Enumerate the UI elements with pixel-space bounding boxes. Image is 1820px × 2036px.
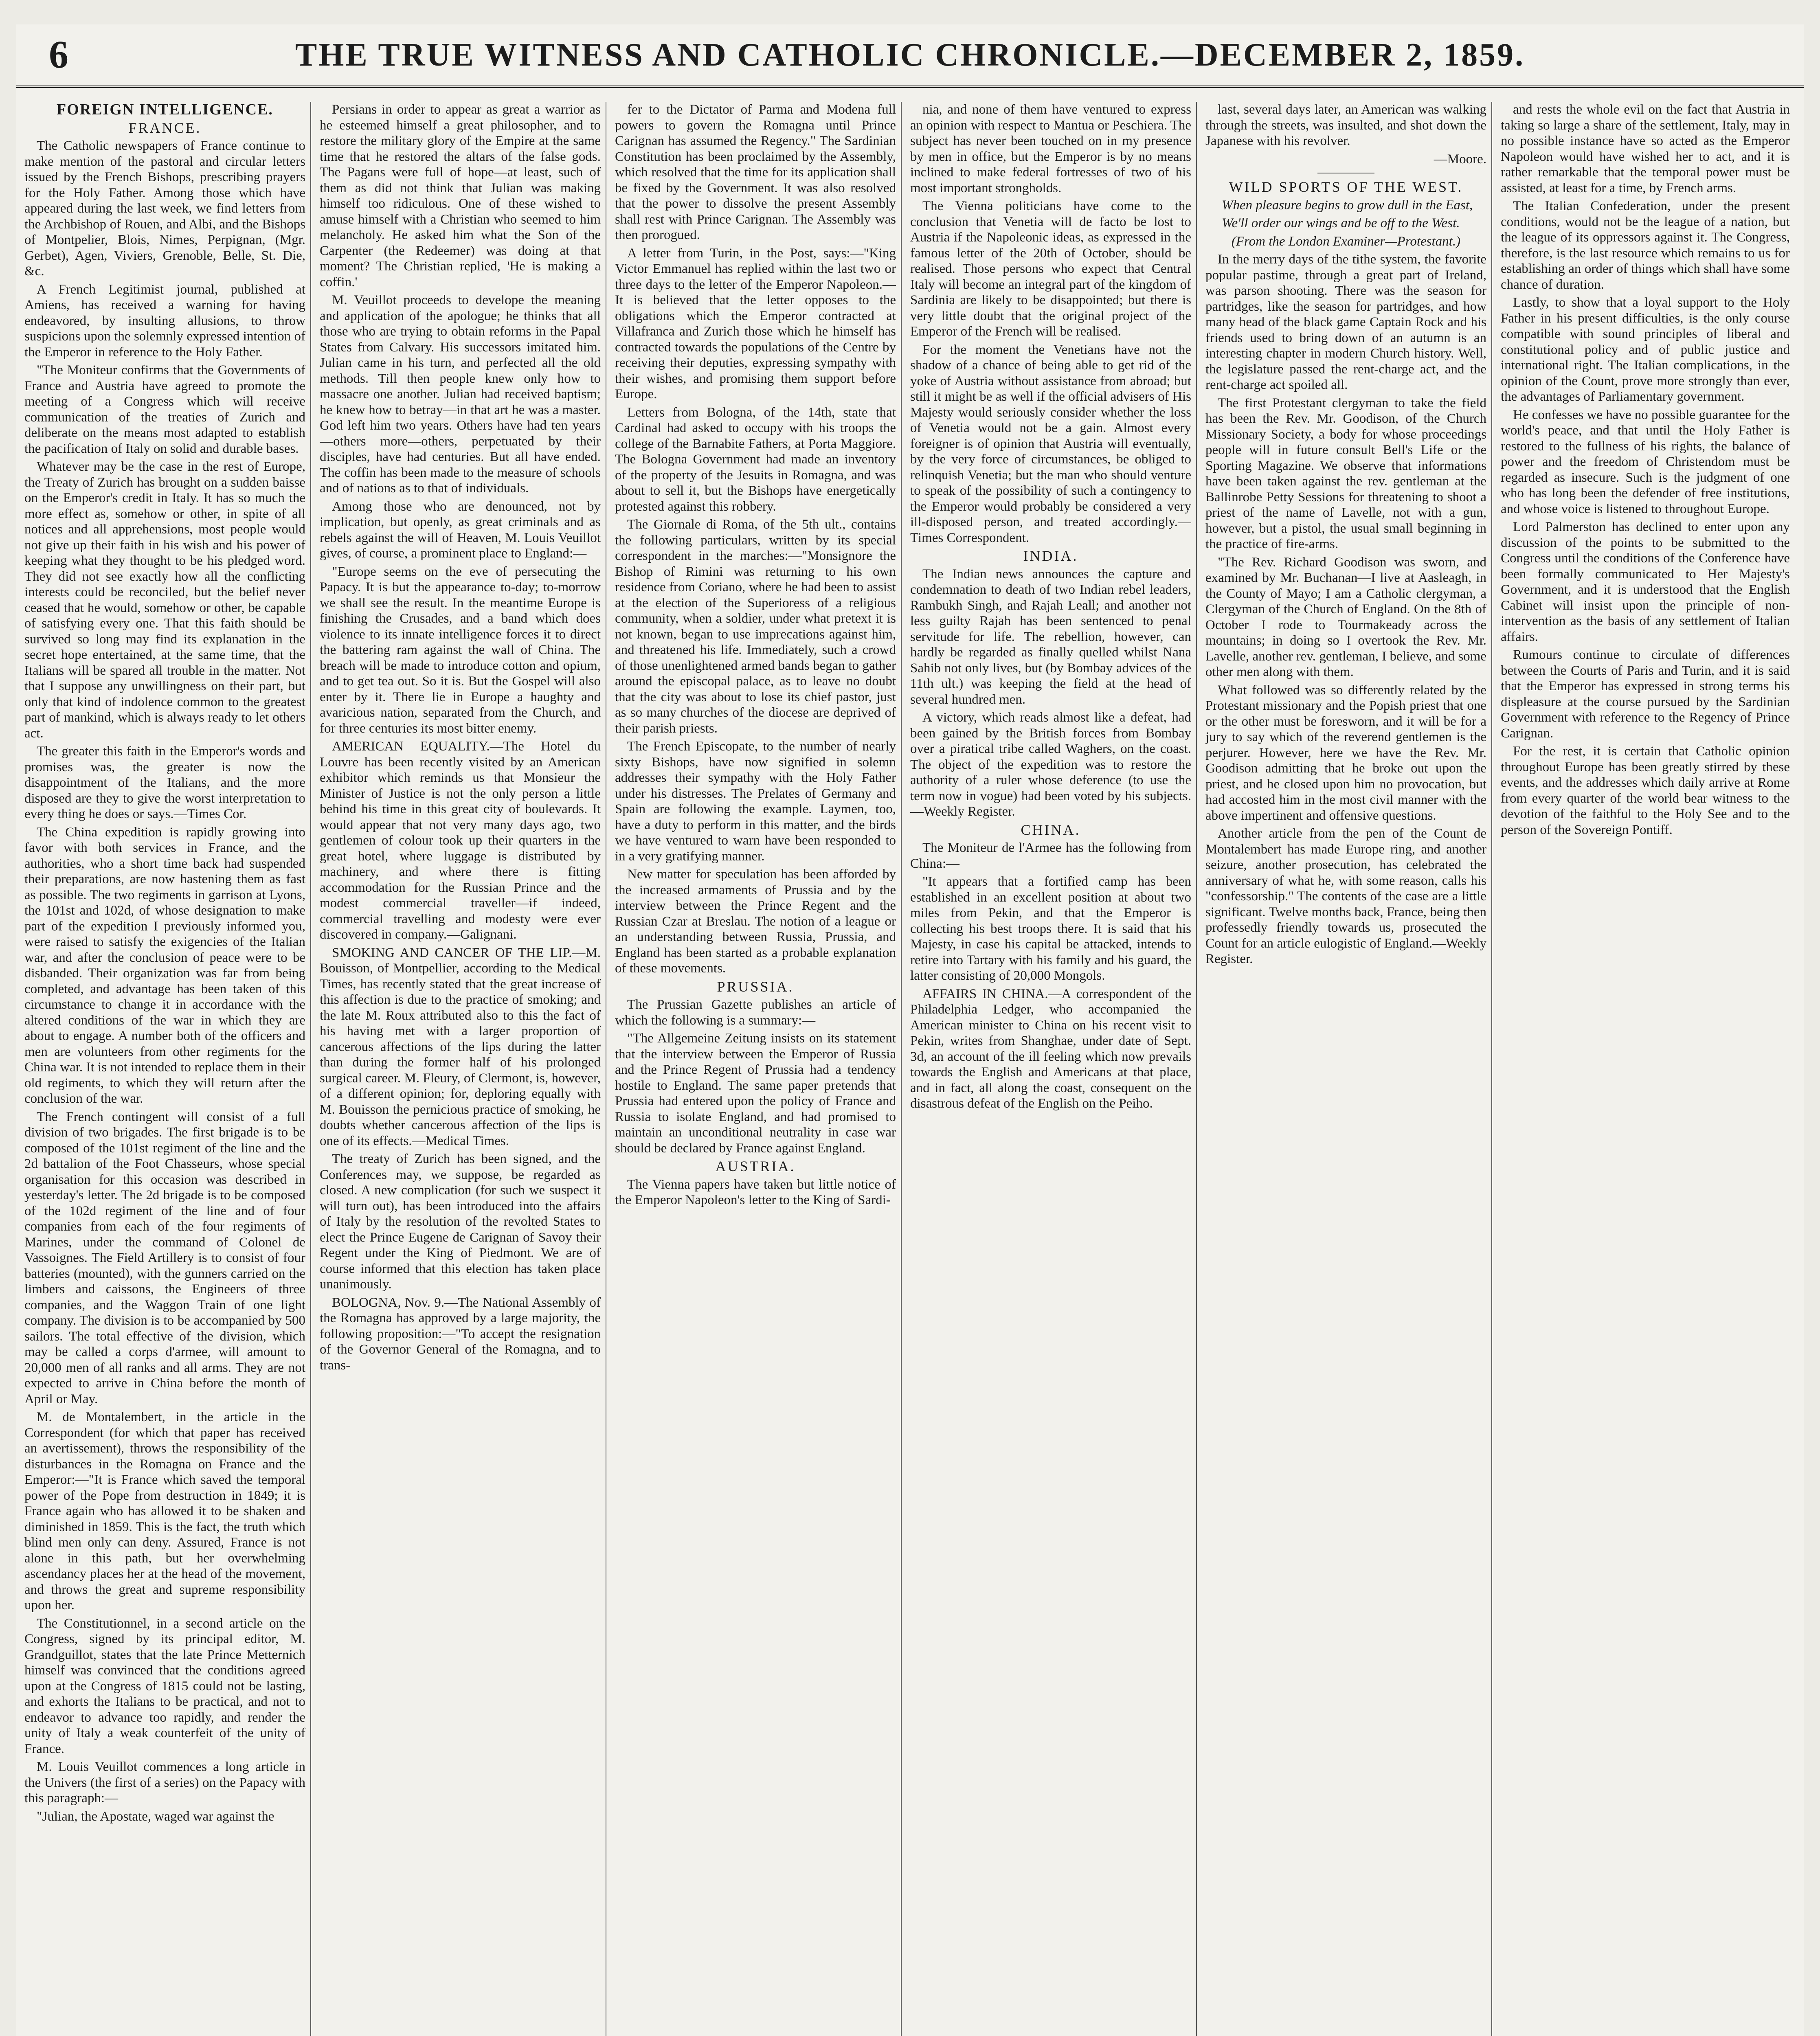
article-paragraph: fer to the Dictator of Parma and Modena full powers to govern the Romagna until Prince Carignan has assumed the Regency." The Sardinian Constitution has been proclaimed by the Assembly, which resolved that the time for its application shall be fixed by the Government. It was also resolved that the power to dissolve the present Assembly shall rest with Prince Carignan. The Assembly was then prorogued. [615,102,896,242]
page-number: 6 [49,33,68,76]
column-5 [1205,102,1486,2036]
article-paragraph: SMOKING AND CANCER OF THE LIP.—M. Bouisson, of Montpellier, according to the Medical Times, has recently stated that the great increase of this affection is due to the practice of smoking; and the late M. Roux attributed also to this the fact of his having met with a larger proportion of cancerous affections of the lips during the latter than during the former half of his prolonged surgical career. M. Fleury, of Clermont, is, however, of a different opinion; for, deploring equally with M. Bouisson the pernicious practice of smoking, he doubts whether cancerous affection of the lips is one of its effects.—Medical Times. [320,945,601,1148]
article-paragraph: A French Legitimist journal, published at Amiens, has received a warning for having endeavored, by insulting allusions, to throw suspicions upon the solemnly expressed intention of the Emperor in reference to the Holy Father. [24,282,305,360]
article-paragraph: nia, and none of them have ventured to express an opinion with respect to Mantua or Peschiera. The subject has never been touched on in my presence by men in office, but the Emperor is by no means inclined to make federal fortresses of two of his most important strongholds. [910,102,1191,195]
section-subheading: WILD SPORTS OF THE WEST. [1229,179,1463,195]
article-paragraph: "The Allgemeine Zeitung insists on its statement that the interview between the Emperor of Russia and the Prince Regent of Prussia had a tendency hostile to England. The same paper pretends that Prussia had entered upon the policy of France and Russia to isolate England, and had promised to maintain an unconditional neutrality in case war should be declared by France against England. [615,1031,896,1156]
article-paragraph: AMERICAN EQUALITY.—The Hotel du Louvre has been recently visited by an American exhibitor which reminds us that Monsieur the Minister of Justice is not the only person a little behind his time in this great city of boulevards. It would appear that not very many days ago, two gentlemen of colour took up their quarters in the great hotel, where luggage is distributed by machinery, and where there is fitting accommodation for the Russian Prince and the modest commercial traveller—if indeed, commercial travelling and modesty were ever discovered in company.—Galignani. [320,739,601,942]
column-1 [24,102,305,2036]
column-rule [310,102,311,2036]
article-paragraph: In the merry days of the tithe system, the favorite popular pastime, through a great part of Ireland, was parson shooting. There was the season for partridges, like the season for partridges, and how many head of the black game Captain Rock and his friends used to bring down of an autumn is an interesting chapter in modern Church history. Well, the legislature passed the rent-charge act, and the rent-charge act spoiled all. [1205,252,1486,392]
column-3 [615,102,896,2036]
newspaper-page [16,24,1804,2036]
article-paragraph: The Giornale di Roma, of the 5th ult., contains the following particulars, written by its special correspondent in the marches:—"Monsignore the Bishop of Rimini was returning to his own residence from Coriano, where he had been to assist at the election of the Superioress of a religious community, when a soldier, under what pretext it is not known, began to use imprecations against him, and threatened his life. Immediately, such a crowd of those unenlightened armed bands began to gather around the episcopal palace, as to leave no doubt that the city was about to lose its chief pastor, just as so many churches of the diocese are deprived of their parish priests. [615,517,896,736]
article-paragraph: A victory, which reads almost like a defeat, had been gained by the British forces from Bombay over a piratical tribe called Waghers, on the coast. The object of the expedition was to restore the authority of a ruler whose deference (to use the term now in vogue) had been voted by his subjects.—Weekly Register. [910,710,1191,819]
article-paragraph: M. Louis Veuillot commences a long article in the Univers (the first of a series) on the Papacy with this paragraph:— [24,1760,305,1806]
section-heading: FOREIGN INTELLIGENCE. [57,102,273,118]
article-paragraph: last, several days later, an American was walking through the streets, was insulted, and shot down the Japanese with his revolver. [1205,102,1486,148]
article-paragraph: Persians in order to appear as great a warrior as he esteemed himself a great philosopher, and to restore the military glory of the Empire at the same time that he restored the altars of the false gods. The Pagans were full of hope—at least, such of them as did not think that Julian was making himself too ridiculous. One of these wished to amuse himself with a Christian who seemed to him melancholy. He asked him what the Son of the Carpenter (the Redeemer) was doing at that moment? The Christian replied, 'He is making a coffin.' [320,102,601,290]
article-paragraph: "Europe seems on the eve of persecuting the Papacy. It is but the appearance to-day; to-morrow we shall see the result. In the meantime Europe is finishing the Crusades, and a band which does violence to its innate intelligence forces it to direct the battering ram against the wall of China. The breach will be made to introduce cotton and opium, and to get tea out. So it is. But the Gospel will also enter by it. There lie in Europe a haughty and avaricious nation, separated from the Church, and for three centuries its most bitter enemy. [320,564,601,736]
article-paragraph: The Constitutionnel, in a second article on the Congress, signed by its principal editor, M. Grandguillot, states that the late Prince Metternich himself was convinced that the conditions agreed upon at the Congress of 1815 could not be lasting, and exhorts the Italians to be practical, and not to endeavor to advance too rapidly, and render the unity of Italy a weak counterfeit of the unity of France. [24,1616,305,1756]
article-paragraph: Lastly, to show that a loyal support to the Holy Father in his present difficulties, is the only course compatible with sound principles of liberal and constitutional policy and of public justice and international right. The Italian complications, in the opinion of the Count, prove more strongly than ever, the advantages of Parliamentary government. [1501,295,1790,404]
article-paragraph: The Prussian Gazette publishes an article of which the following is a summary:— [615,997,896,1028]
verse-line: When pleasure begins to grow dull in the East, [1222,197,1473,213]
article-paragraph: and rests the whole evil on the fact that Austria in taking so large a share of the settlement, Italy, may in no possible instance have so acted as the Emperor Napoleon would have wished her to act, and it is rather remarkable that the temporal power must be assisted, at least for a time, by French arms. [1501,102,1790,195]
article-paragraph: What followed was so differently related by the Protestant missionary and the Popish priest that one or the other must be foresworn, and it will be for a jury to say which of the reverend gentlemen is the perjurer. However, here we have the Rev. Mr. Goodison admitting that he broke out upon the priest, and he closed upon him no provocation, but had accosted him in the most civil manner with the above impertinent and offensive questions. [1205,682,1486,823]
article-paragraph: The Catholic newspapers of France continue to make mention of the pastoral and circular letters issued by the French Bishops, prescribing prayers for the Holy Father. Among those which have appeared during the last week, we find letters from the Archbishop of Rouen, and Albi, and the Bishops of Montpelier, Blois, Nimes, Perpignan, (Mgr. Gerbet), Agen, Viviers, Grenoble, Belle, St. Die, &c. [24,138,305,279]
column-rule [1491,102,1492,2036]
section-subheading: PRUSSIA. [717,978,794,995]
article-paragraph: The Vienna papers have taken but little notice of the Emperor Napoleon's letter to the King of Sardi- [615,1177,896,1207]
article-paragraph: "Julian, the Apostate, waged war against the [37,1809,274,1824]
article-paragraph: The Italian Confederation, under the present conditions, would not be the league of a nation, but the league of its oppressors against it. The Congress, therefore, is the last resource which remains to us for establishing an order of things which shall have some chance of duration. [1501,199,1790,292]
article-paragraph: A letter from Turin, in the Post, says:—"King Victor Emmanuel has replied within the last two or three days to the letter of the Emperor Napoleon.—It is believed that the letter opposes to the obligations which the Emperor contracted at Villafranca and Zurich those which he himself has contracted towards the populations of the Centre by receiving their deputies, expressing sympathy with their wishes, and promising them support before Europe. [615,246,896,401]
verse-line: We'll order our wings and be off to the West. [1222,216,1460,230]
article-paragraph: New matter for speculation has been afforded by the increased armaments of Prussia and by the interview between the Prince Regent and the Russian Czar at Breslau. The notion of a league or an understanding between Russia, Prussia, and England has been started as a probable explanation of these movements. [615,867,896,976]
column-4 [910,102,1191,2036]
article-paragraph: Whatever may be the case in the rest of Europe, the Treaty of Zurich has brought on a sudden baisse on the Emperor's credit in Italy. It has so much the more effect as, somehow or other, in spite of all notices and all apprehensions, most people would not give up their faith in his wish and his power of keeping what they thought to be his pledged word. They did not see exactly how all the conflicting interests could be reconciled, but the belief never ceased that he would, somehow or other, be capable of satisfying every one. That this faith should be survived so long may find its explanation in the secret hope entertained, at the same time, that the Italians will be spared all trouble in the matter. Not that I suppose any unwillingness on their part, but only that kind of indolence common to the greatest part of mankind, which is always ready to let others act. [24,459,305,741]
article-paragraph: The Vienna politicians have come to the conclusion that Venetia will de facto be lost to Austria if the Napoleonic ideas, as expressed in the famous letter of the 20th of October, should be realised. Those persons who expect that Central Italy will become an integral part of the kingdom of Sardinia are likely to be disappointed; but there is very little doubt that the original project of the Emperor of the French will be realised. [910,199,1191,339]
article-paragraph: Among those who are denounced, not by implication, but openly, as great criminals and as rebels against the will of Heaven, M. Louis Veuillot gives, of course, a prominent place to England:— [320,499,601,561]
article-paragraph: The Moniteur de l'Armee has the following from China:— [910,840,1191,871]
column-rule [901,102,902,2036]
article-paragraph: M. de Montalembert, in the article in the Correspondent (for which that paper has received an avertissement), throws the responsibility of the disturbances in the Romagna on France and the Emperor:—"It is France which saved the temporal power of the Pope from destruction in 1849; it is France again who has allowed it to be shaken and diminished in 1859. This is the fact, the truth which blind men only can deny. Assured, France is not alone in this path, but her overwhelming ascendancy places her at the head of the movement, and throws the great and supreme responsibility upon her. [24,1410,305,1613]
article-paragraph: Rumours continue to circulate of differences between the Courts of Paris and Turin, and it is said that the Emperor has expressed in strong terms his displeasure at the course pursued by the Sardinian Government with reference to the Regency of Prince Carignan. [1501,647,1790,741]
newspaper-title: THE TRUE WITNESS AND CATHOLIC CHRONICLE.—DECEMBER 2, 1859. [295,37,1525,73]
column-6 [1501,102,1790,2036]
section-subheading: INDIA. [1023,548,1078,564]
article-paragraph: BOLOGNA, Nov. 9.—The National Assembly of the Romagna has approved by a large majority, the following proposition:—"To accept the resignation of the Governor General of the Romagna, and to trans- [320,1295,601,1373]
article-paragraph: The Indian news announces the capture and condemnation to death of two Indian rebel leaders, Rambukh Singh, and Rajah Leall; and another not less guilty Rajah has been sentenced to penal servitude for life. The rebellion, however, can hardly be regarded as finally quelled whilst Nana Sahib not only lives, but (by Bombay advices of the 11th ult.) was keeping the field at the head of several hundred men. [910,566,1191,707]
article-paragraph: —Moore. [1434,151,1486,167]
column-2 [320,102,601,2036]
article-paragraph: "The Rev. Richard Goodison was sworn, and examined by Mr. Buchanan—I live at Aasleagh, in the County of Mayo; I am a Catholic clergyman, a Clergyman of the Church of England. On the 8th of October I rode to Tourmakeady across the mountains; in doing so I overtook the Rev. Mr. Lavelle, another rev. gentleman, I believe, and some other men along with them. [1205,555,1486,679]
article-paragraph: The French contingent will consist of a full division of two brigades. The first brigade is to be composed of the 101st regiment of the line and the 2d battalion of the Foot Chasseurs, whose special organisation for this occasion was described in yesterday's letter. The 2d brigade is to be composed of the 102d regiment of the line and of four companies from each of the four regiments of Marines, under the command of Colonel de Vassoignes. The Field Artillery is to consist of four batteries (mounted), with the gunners carried on the limbers and caissons, the Engineers of three companies, and the Waggon Train of one light company. The division is to be accompanied by 500 sailors. The total effective of the division, which may be called a corps d'armee, will amount to 20,000 men of all ranks and all arms. They are not expected to arrive in China before the month of April or May. [24,1109,305,1406]
column-rule [1196,102,1197,2036]
article-paragraph: Another article from the pen of the Count de Montalembert has made Europe ring, and another seizure, another prosecution, has celebrated the anniversary of what he, with some reason, calls his "confessorship." The contents of the case are a little significant. Twelve months back, France, being then professedly friendly towards us, prosecuted the Count for an article eulogistic of England.—Weekly Register. [1205,826,1486,966]
article-paragraph: "It appears that a fortified camp has been established in an excellent position at about two miles from Pekin, and that the Emperor is collecting his best troops there. It is said that his Majesty, in case his capital be attacked, intends to retire into Tartary with his family and his guard, the latter consisting of 20,000 Mongols. [910,874,1191,983]
article-paragraph: For the rest, it is certain that Catholic opinion throughout Europe has been greatly stirred by these events, and the addresses which daily arrive at Rome from every quarter of the world bear witness to the devotion of the faithful to the Holy See and to the person of the Sovereign Pontiff. [1501,744,1790,837]
article-paragraph: "The Moniteur confirms that the Governments of France and Austria have agreed to promote the meeting of a Congress which will receive communication of the treaties of Zurich and deliberate on the means most adapted to establish the pacification of Italy on solid and durable bases. [24,363,305,456]
article-paragraph: The greater this faith in the Emperor's words and promises was, the greater is now the disappointment of the Italians, and the more disposed are they to give the worst interpretation to every thing he does or says.—Times Cor. [24,744,305,821]
article-paragraph: The first Protestant clergyman to take the field has been the Rev. Mr. Goodison, of the Church Missionary Society, a body for whose proceedings people will in future consult Bell's Life or the Sporting Magazine. We observe that informations have been taken against the rev. gentleman at the Ballinrobe Petty Sessions for threatening to shoot a priest of the name of Lavelle, not with a gun, however, but a pistol, the usual small beginning in the practice of fire-arms. [1205,395,1486,551]
article-paragraph: (From the London Examiner—Protestant.) [1231,234,1461,249]
article-paragraph: For the moment the Venetians have not the shadow of a chance of being able to get rid of the yoke of Austria without assistance from abroad; but still it might be as well if the official advisers of His Majesty would seriously consider whether the loss of Venetia would not be a gain. Almost every foreigner is of opinion that Austria will eventually, by the very force of circumstances, be obliged to relinquish Venetia; but the man who should venture to speak of the possibility of such a contingency to the Emperor would probably be considered a very ill-disposed person, and treated accordingly.—Times Correspondent. [910,342,1191,545]
article-paragraph: M. Veuillot proceeds to develope the meaning and application of the apologue; he thinks that all those who are trying to obtain reforms in the Papal States from Calvary. His successors imitated him. Julian came in his turn, and perfected all the old methods. Till then people knew only how to massacre one another. Julian had received baptism; he knew how to betray—in that art he was a master. God left him two years. Others have had ten years—others more—others, perpetuated by their disciples, have had centuries. But all have ended. The coffin has been made to the measure of schools and of nations as to that of individuals. [320,293,601,496]
article-paragraph: He confesses we have no possible guarantee for the world's peace, and that until the Holy Father is restored to the fullness of his rights, the balance of power and the freedom of Christendom must be regarded as insecure. Such is the judgment of one who has long been the defender of free institutions, and whose voice is listened to throughout Europe. [1501,407,1790,516]
section-subheading: FRANCE. [128,119,202,136]
section-subheading: CHINA. [1021,821,1081,838]
masthead [16,24,1804,88]
article-paragraph: The China expedition is rapidly growing into favor with both services in France, and the authorities, who a short time back had suspended their preparations, are now hastening them as fast as possible. The two regiments in garrison at Lyons, the 101st and 102d, of whose designation to make part of the expedition I previously informed you, were raised to satisfy the exigencies of the Italian war, and after the conclusion of peace were to be disbanded. Their organization was far from being completed, and advantage has been taken of this circumstance to change it in accordance with the altered conditions of the war in which they are about to engage. A number both of the officers and men are volunteers from other regiments for the China war. It is not intended to replace them in their old regiments, to which they will return after the conclusion of the war. [24,825,305,1106]
article-paragraph: AFFAIRS IN CHINA.—A correspondent of the Philadelphia Ledger, who accompanied the American minister to China on his recent visit to Pekin, writes from Shanghae, under date of Sept. 3d, an account of the ill feeling which now prevails towards the English and Americans at that place, and in fact, all along the coast, consequent on the disastrous defeat of the English on the Peiho. [910,986,1191,1111]
article-paragraph: The French Episcopate, to the number of nearly sixty Bishops, have now signified in solemn addresses their sympathy with the Holy Father under his distresses. The Prelates of Germany and Spain are following the example. Laymen, too, have a duty to perform in this matter, and the birds we have ventured to warn have been responded to in a very gratifying manner. [615,739,896,864]
section-subheading: AUSTRIA. [715,1158,796,1174]
article-paragraph: Lord Palmerston has declined to enter upon any discussion of the points to be submitted to the Congress until the conditions of the Conference have been formally communicated to Her Majesty's Government, and it is understood that the English Cabinet will insist upon the principle of non-intervention as the basis of any settlement of Italian affairs. [1501,520,1790,644]
article-paragraph: The treaty of Zurich has been signed, and the Conferences may, we suppose, be regarded as closed. A new complication (for such we suspect it will turn out), has been introduced into the affairs of Italy by the resolution of the revolted States to elect the Prince Eugene de Carignan of Savoy their Regent under the King of Piedmont. We are of course informed that this election has taken place unanimously. [320,1152,601,1292]
article-paragraph: Letters from Bologna, of the 14th, state that Cardinal had asked to occupy with his troops the college of the Barnabite Fathers, at Porta Maggiore. The Bologna Government had made an inventory of the property of the Jesuits in Romagna, and was about to sell it, but the Bishops have energetically protested against this robbery. [615,405,896,514]
